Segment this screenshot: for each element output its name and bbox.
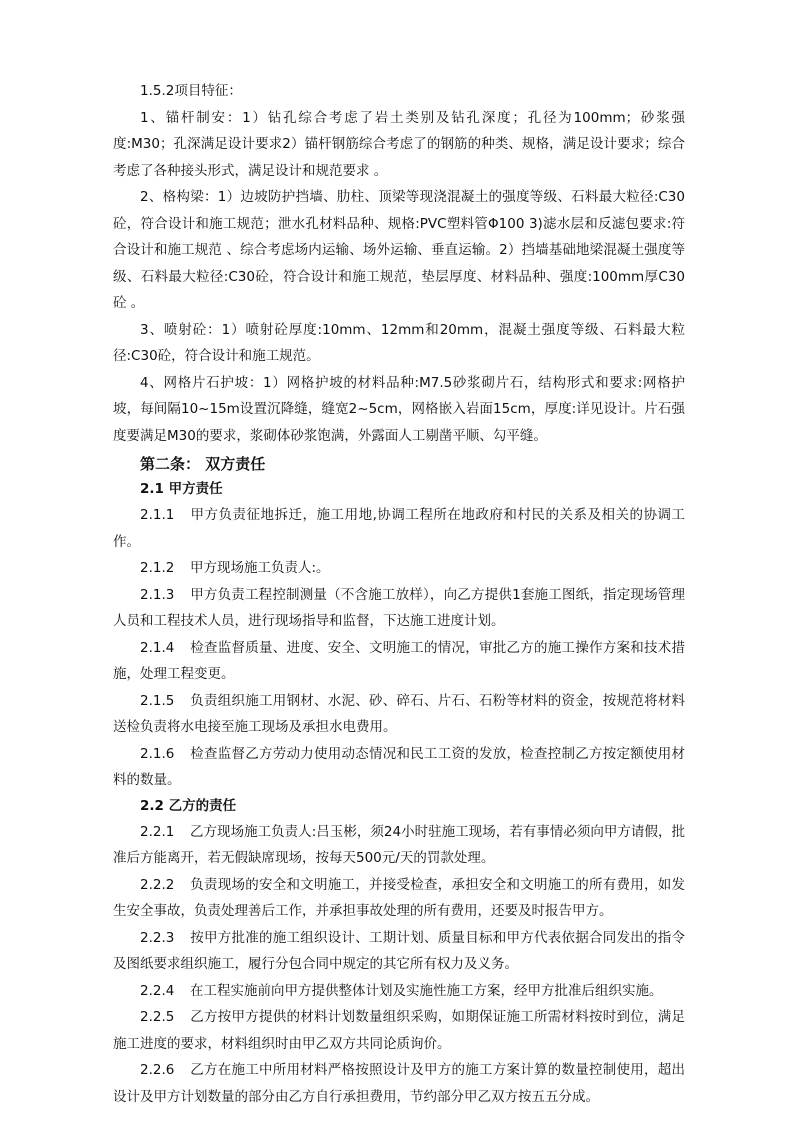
clause-2-1-6 — [113, 741, 685, 794]
section-title-1-5-2: 1.5.2项目特征： — [140, 83, 242, 99]
clause-text: 负责现场的安全和文明施工，并接受检查，承担安全和文明施工的所有费用，如发生安全事故，负责处理善后工作，并承担事故处理的所有费用，还要及时报告甲方。 — [113, 876, 685, 919]
clause-2-2-3 — [113, 925, 685, 978]
clause-number: 2.1.2 — [140, 560, 175, 576]
clause-number: 2.2.6 — [140, 1062, 175, 1078]
clause-number: 2.2.3 — [140, 929, 175, 946]
clause-text: 按甲方批准的施工组织设计、工期计划、质量目标和甲方代表依据合同发出的指令及图纸要求组织施工，履行分包合同中规定的其它所有权力及义务。 — [113, 929, 685, 972]
clause-2-2-4 — [113, 978, 685, 1005]
document-body — [113, 78, 685, 1110]
clause-number: 2.1.5 — [140, 692, 175, 709]
party-a-heading: 2.1 甲方责任 — [140, 481, 223, 497]
clause-2-1-5 — [113, 688, 685, 741]
clause-text: 乙方在施工中所用材料严格按照设计及甲方的施工方案计算的数量控制使用，超出设计及甲方计划数量的部分由乙方自行承担费用，节约部分甲乙双方按五五分成。 — [113, 1062, 685, 1105]
clause-2-1-2 — [113, 555, 685, 582]
clause-2-1-1 — [113, 502, 685, 555]
feature-item-anchor: 1、锚杆制安：1）钻孔综合考虑了岩土类别及钻孔深度；孔径为100mm；砂浆强度:M30；孔深满足设计要求2）锚杆钢筋综合考虑了的钢筋的种类、规格，满足设计要求；综合考虑了各种接头形式，满足设计和规范要求 。 — [113, 109, 685, 179]
clause-2-2-6 — [113, 1057, 685, 1110]
clause-text: 在工程实施前向甲方提供整体计划及实施性施工方案，经甲方批准后组织实施。 — [190, 982, 663, 999]
clause-number: 2.2.1 — [140, 823, 175, 840]
clause-text: 检查监督质量、进度、安全、文明施工的情况，审批乙方的施工操作方案和技术措施，处理工程变更。 — [113, 639, 685, 682]
clause-number: 2.1.3 — [140, 586, 175, 603]
clause-2-2-5 — [113, 1004, 685, 1057]
clause-number: 2.2.2 — [140, 876, 175, 893]
clause-text: 负责组织施工用钢材、水泥、砂、碎石、片石、石粉等材料的资金，按规范将材料送检负责将水电接至施工现场及承担水电费用。 — [113, 692, 685, 735]
clause-number: 2.2.4 — [140, 982, 175, 999]
clause-2-2-2 — [113, 872, 685, 925]
clause-2-2-1 — [113, 819, 685, 872]
feature-item-lattice-beam: 2、格构梁：1）边坡防护挡墙、肋柱、顶梁等现浇混凝土的强度等级、石料最大粒径:C30砼，符合设计和施工规范；泄水孔材料品种、规格:PVC塑料管Φ100 3)滤水层和反滤包要求:符合设计和施工规范 、综合考虑场内运输、场外运输、垂直运输。2）挡墙基础地梁混凝土强度等级、石料最大粒径:C30砼，符合设计和施工规范，垫层厚度、材料品种、强度:100mm厚C30砼 。 — [113, 189, 685, 311]
feature-item-shotcrete: 3、喷射砼：1）喷射砼厚度:10mm、12mm和20mm，混凝土强度等级、石料最大粒径:C30砼，符合设计和施工规范。 — [113, 321, 685, 364]
clause-text: 乙方按甲方提供的材料计划数量组织采购，如期保证施工所需材料按时到位，满足施工进度的要求，材料组织时由甲乙双方共同论质询价。 — [113, 1009, 685, 1052]
clause-text: 甲方负责征地拆迁，施工用地,协调工程所在地政府和村民的关系及相关的协调工作。 — [113, 507, 685, 550]
party-b-heading: 2.2 乙方的责任 — [140, 797, 237, 814]
clause-text: 乙方现场施工负责人:吕玉彬，须24小时驻施工现场，若有事情必须向甲方请假，批准后方能离开，若无假缺席现场，按每天500元/天的罚款处理。 — [113, 823, 685, 866]
feature-item-slope-protection: 4、网格片石护坡：1）网格护坡的材料品种:M7.5砂浆砌片石，结构形式和要求:网格护坡，每间隔10~15m设置沉降缝，缝宽2~5cm，网格嵌入岩面15cm，厚度:详见设计。片石强度要满足M30的要求，浆砌体砂浆饱满，外露面人工剔凿平顺、勾平缝。 — [113, 374, 685, 444]
clause-number: 2.1.6 — [140, 745, 175, 762]
clause-number: 2.1.4 — [140, 639, 175, 656]
clause-text: 甲方现场施工负责人:。 — [190, 560, 330, 576]
clause-number: 2.2.5 — [140, 1009, 175, 1025]
clause-text: 甲方负责工程控制测量（不含施工放样），向乙方提供1套施工图纸，指定现场管理人员和工程技术人员，进行现场指导和监督，下达施工进度计划。 — [113, 586, 685, 629]
article-2-title: 第二条： 双方责任 — [140, 455, 266, 473]
clause-2-1-3 — [113, 582, 685, 635]
clause-number: 2.1.1 — [140, 507, 175, 523]
clause-text: 检查监督乙方劳动力使用动态情况和民工工资的发放，检查控制乙方按定额使用材料的数量。 — [113, 745, 685, 788]
clause-2-1-4 — [113, 635, 685, 688]
